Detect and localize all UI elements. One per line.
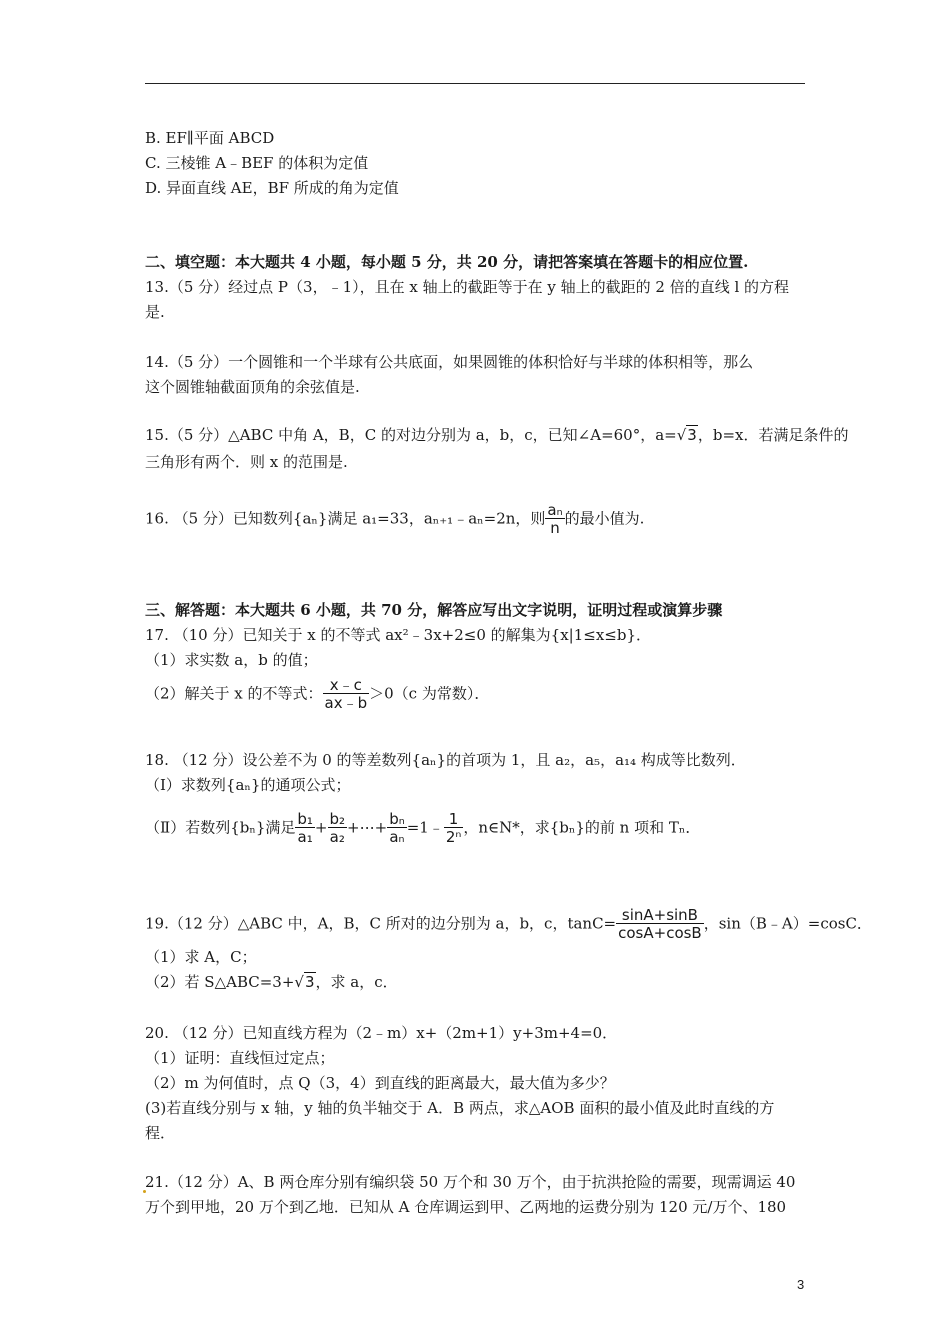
q16-fraction [545,503,564,536]
q18-part2 [145,812,700,845]
q21-line1: 21.（12 分）A、B 两仓库分别有编织袋 50 万个和 30 万个，由于抗洪抢险的需要，现需调运 40 [145,1173,796,1191]
sqrt-radicand: 3 [304,973,315,991]
q15-line1 [145,425,848,445]
section-3-heading: 三、解答题：本大题共 6 小题，共 70 分，解答应写出文字说明，证明过程或演算步骤 [145,601,723,619]
q19-part2-post: ，求 a，c． [315,973,398,991]
q20-part3-cont: 程． [145,1124,176,1142]
fraction-denominator: ax﹣b [324,694,368,712]
fraction-numerator: aₙ [547,501,563,519]
q19-text-pre: 19.（12 分）△ABC 中，A，B，C 所对的边分别为 a，b，c，tanC= [145,914,617,933]
q18-fraction-1 [295,812,315,845]
q16-text-pre: 16. （5 分）已知数列{aₙ}满足 a₁=33，aₙ₊₁﹣aₙ=2n，则 [145,509,546,528]
q19-part2-pre: （2）若 S△ABC=3+ [145,973,295,991]
q15-text-pre: 15.（5 分）△ABC 中角 A，B，C 的对边分别为 a，b，c，已知∠A=60°，a= [145,426,677,444]
sqrt-radicand: 3 [687,426,697,444]
fraction-denominator: a₁ [297,828,313,846]
q19-line1 [145,908,872,941]
q14-line2: 这个圆锥轴截面顶角的余弦值是. [145,378,360,396]
q20-line1: 20. （12 分）已知直线方程为（2﹣m）x+（2m+1）y+3m+4=0． [145,1024,618,1042]
q16-text-post: 的最小值为. [564,509,645,528]
q18-part2-pre: （Ⅱ）若数列{bₙ}满足 [145,818,296,837]
q15-line2: 三角形有两个．则 x 的范围是. [145,453,348,471]
q19-part1: （1）求 A，C； [145,948,257,966]
q18-fraction-4 [444,812,464,845]
q15-text-post: ，b=x．若满足条件的 [697,426,849,444]
option-c: C. 三棱锥 A﹣BEF 的体积为定值 [145,154,369,172]
q17-part2-pre: （2）解关于 x 的不等式： [145,684,323,703]
q13-line1: 13.（5 分）经过点 P（3，﹣1），且在 x 轴上的截距等于在 y 轴上的截距的 2 倍的直线 l 的方程 [145,278,790,296]
fraction-numerator: bₙ [389,810,405,828]
option-d: D. 异面直线 AE，BF 所成的角为定值 [145,179,399,197]
sqrt-3: √3 [676,426,697,444]
ellipsis-sum: +⋯+ [347,818,388,837]
fraction-denominator: n [550,519,560,537]
fraction-denominator: cosA+cosB [618,924,702,942]
q17-part2 [145,678,489,711]
q18-part1: （Ⅰ）求数列{aₙ}的通项公式； [145,776,351,794]
q17-part1: （1）求实数 a，b 的值； [145,651,318,669]
q17-part2-post: ＞0（c 为常数）． [369,684,490,703]
option-b: B. EF∥平面 ABCD [145,129,275,147]
page-number: 3 [797,1277,805,1292]
fraction-denominator: a₂ [329,828,345,846]
fraction-numerator: b₁ [297,810,313,828]
fraction-denominator: aₙ [389,828,405,846]
sqrt-3: √3 [294,973,315,991]
fraction-denominator: 2ⁿ [445,828,462,846]
q18-part2-post: ，n∈N*，求{bₙ}的前 n 项和 Tₙ． [463,818,701,837]
q13-line2: 是. [145,303,165,321]
q20-part2: （2）m 为何值时，点 Q（3，4）到直线的距离最大，最大值为多少？ [145,1074,615,1092]
fraction-numerator: sinA+sinB [616,908,704,924]
header-rule [145,83,805,84]
fraction-numerator: 1 [444,812,464,828]
q19-part2 [145,972,398,992]
q19-fraction [616,908,704,941]
q18-fraction-2 [328,812,348,845]
fraction-numerator: x﹣c [323,678,370,694]
equals-one-minus: =1﹣ [406,818,444,837]
q14-line1: 14.（5 分）一个圆锥和一个半球有公共底面，如果圆锥的体积恰好与半球的体积相等，那么 [145,353,754,371]
q16-line [145,503,644,536]
q20-part1: （1）证明：直线恒过定点； [145,1049,335,1067]
q17-line1: 17. （10 分）已知关于 x 的不等式 ax²﹣3x+2≤0 的解集为{x|1≤x≤b}． [145,626,651,644]
q21-line2: 万个到甲地，20 万个到乙地．已知从 A 仓库调运到甲、乙两地的运费分别为 120 元/万个、180 [145,1198,787,1216]
q20-part3: (3)若直线分别与 x 轴，y 轴的负半轴交于 A．B 两点，求△AOB 面积的最小值及此时直线的方 [145,1099,775,1117]
q18-fraction-3 [387,812,407,845]
q19-text-post: ，sin（B﹣A）=cosC． [703,914,872,933]
q18-line1: 18. （12 分）设公差不为 0 的等差数列{aₙ}的首项为 1，且 a₂，a₅，a₁₄ 构成等比数列． [145,751,746,769]
plus-sign: + [314,818,328,837]
q17-fraction [323,678,370,711]
section-2-heading: 二、填空题：本大题共 4 小题，每小题 5 分，共 20 分，请把答案填在答题卡的相应位置. [145,253,749,271]
fraction-numerator: b₂ [329,810,346,828]
